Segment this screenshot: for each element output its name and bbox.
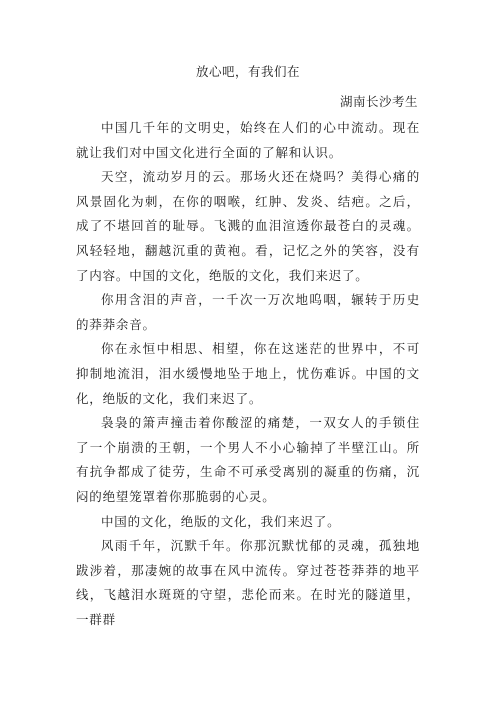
paragraph: 你在永恒中相思、相望，你在这迷茫的世界中，不可抑制地流泪，泪水缓慢地坠于地上，忧伤难诉。中国的文化，绝版的文化，我们来迟了。 bbox=[76, 341, 420, 406]
document-body bbox=[76, 116, 420, 632]
paragraph: 你用含泪的声音，一千次一万次地呜咽，辗转于历史的莽莽余音。 bbox=[76, 292, 420, 332]
paragraph: 中国的文化，绝版的文化，我们来迟了。 bbox=[101, 513, 341, 529]
paragraph: 袅袅的箫声撞击着你酸涩的痛楚，一双女人的手锁住了一个崩溃的王朝，一个男人不小心输掉了半壁江山。所有抗争都成了徒劳，生命不可承受离别的凝重的伤痛，沉闷的绝望笼罩着你那脆弱的心灵。 bbox=[76, 415, 420, 504]
paragraph: 天空，流动岁月的云。那场火还在烧吗？美得心痛的风景固化为刺，在你的咽喉，红肿、发炎、结疤。之后，成了不堪回首的耻辱。飞溅的血泪渲透你最苍白的灵魂。风轻轻地，翻越沉重的黄袍。看，记忆之外的笑容，没有了内容。中国的文化，绝版的文化，我们来迟了。 bbox=[76, 169, 420, 283]
document-title: 放心吧，有我们在 bbox=[195, 64, 300, 79]
paragraph: 中国几千年的文明史，始终在人们的心中流动。现在就让我们对中国文化进行全面的了解和认识。 bbox=[76, 120, 420, 160]
document-author: 湖南长沙考生 bbox=[339, 94, 418, 109]
paragraph: 风雨千年，沉默千年。你那沉默忧郁的灵魂，孤独地跋涉着，那凄婉的故事在风中流传。穿过苍苍莽莽的地平线，飞越泪水斑斑的守望，悲伦而来。在时光的隧道里，一群群 bbox=[76, 538, 420, 627]
